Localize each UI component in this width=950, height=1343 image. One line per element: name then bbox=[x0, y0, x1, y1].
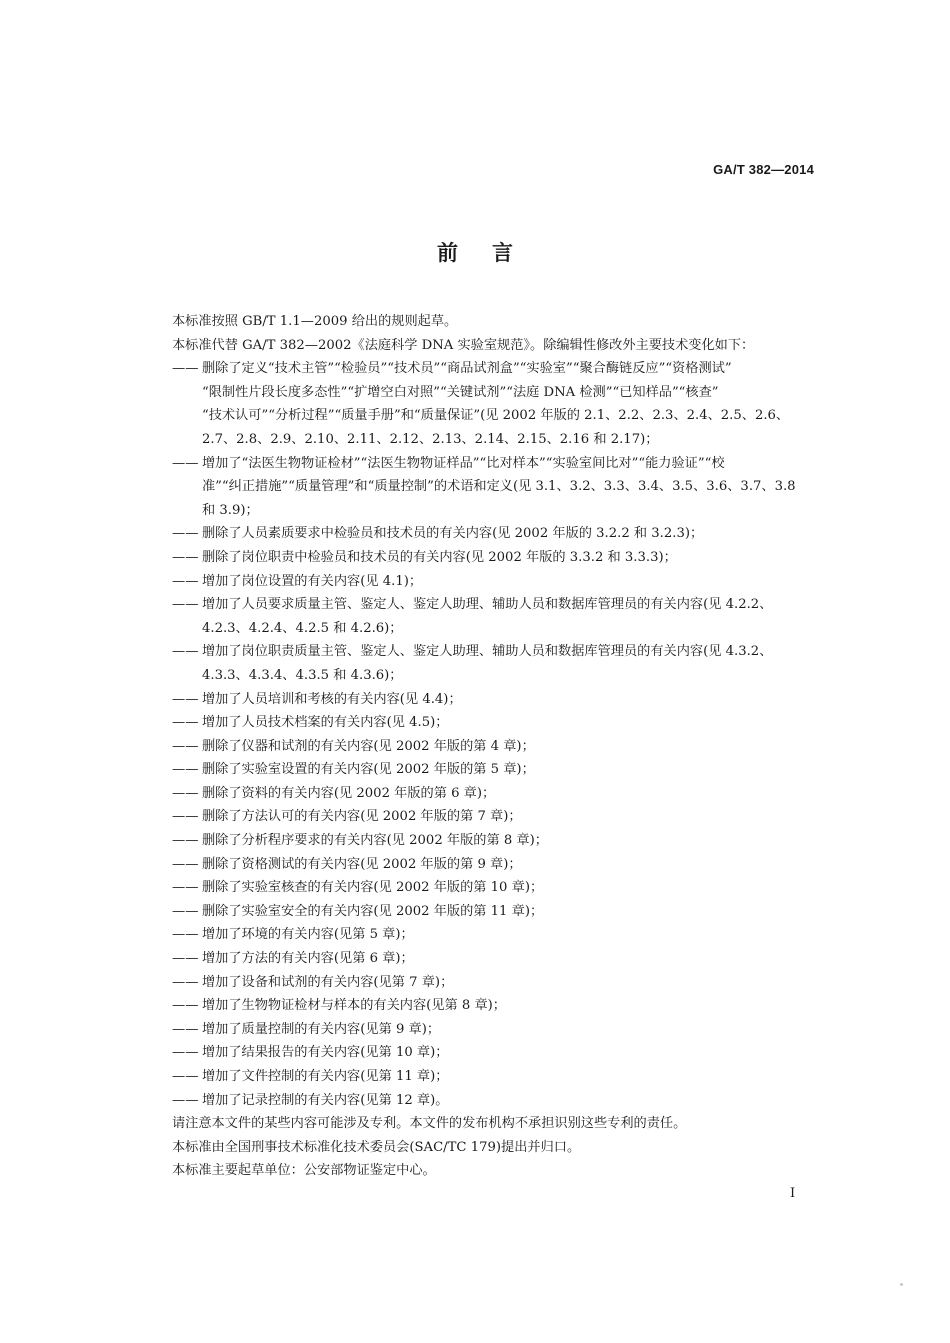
list-dash: —— bbox=[172, 644, 199, 660]
list-item-text: 删除了实验室核查的有关内容(见 2002 年版的第 10 章)； bbox=[202, 880, 544, 896]
list-dash: —— bbox=[172, 856, 199, 872]
intro-paragraphs bbox=[172, 310, 822, 357]
page-number: I bbox=[790, 1186, 796, 1201]
change-list bbox=[172, 357, 822, 1112]
scan-speck bbox=[900, 1283, 903, 1286]
document-number: GA/T 382—2014 bbox=[713, 162, 814, 177]
list-item bbox=[172, 357, 822, 451]
list-item bbox=[172, 853, 822, 877]
page-title: 前言 bbox=[437, 241, 547, 265]
list-dash: —— bbox=[172, 573, 199, 589]
list-dash: —— bbox=[172, 1021, 199, 1037]
list-item-text: 4.3.3、4.3.4、4.3.5 和 4.3.6)； bbox=[202, 667, 403, 683]
list-item-text: 和 3.9)； bbox=[202, 502, 259, 518]
list-item bbox=[172, 829, 822, 853]
list-item bbox=[172, 900, 822, 924]
list-item-text: 删除了实验室安全的有关内容(见 2002 年版的第 11 章)； bbox=[202, 903, 544, 919]
list-item-text: 增加了质量控制的有关内容(见第 9 章)； bbox=[202, 1021, 441, 1037]
list-item bbox=[172, 640, 822, 687]
list-item bbox=[172, 546, 822, 570]
list-item-text: 增加了环境的有关内容(见第 5 章)； bbox=[202, 927, 414, 943]
list-dash: —— bbox=[172, 903, 199, 919]
list-dash: —— bbox=[172, 691, 199, 707]
list-dash: —— bbox=[172, 974, 199, 990]
list-item-text: 准”“纠正措施”“质量管理”和“质量控制”的术语和定义(见 3.1、3.2、3.3、3.4、3.5、3.6、3.7、3.8 bbox=[202, 479, 796, 495]
list-dash: —— bbox=[172, 526, 199, 542]
list-item-text: 增加了岗位职责质量主管、鉴定人、鉴定人助理、辅助人员和数据库管理员的有关内容(见 4.3.2、 bbox=[202, 644, 773, 660]
list-dash: —— bbox=[172, 597, 199, 613]
foreword-body bbox=[172, 310, 822, 1183]
list-dash: —— bbox=[172, 455, 199, 471]
list-dash: —— bbox=[172, 880, 199, 896]
list-item-text: 删除了资料的有关内容(见 2002 年版的第 6 章)； bbox=[202, 785, 496, 801]
list-item-text: 增加了人员要求质量主管、鉴定人、鉴定人助理、辅助人员和数据库管理员的有关内容(见 4.2.2、 bbox=[202, 597, 773, 613]
list-item-text: “技术认可”“分析过程”“质量手册”和“质量保证”(见 2002 年版的 2.1、2.2、2.3、2.4、2.5、2.6、 bbox=[202, 408, 790, 424]
list-item-text: 4.2.3、4.2.4、4.2.5 和 4.2.6)； bbox=[202, 620, 403, 636]
list-item-text: 增加了“法医生物物证检材”“法医生物物证样品”“比对样本”“实验室间比对”“能力验证”“校 bbox=[202, 455, 725, 471]
list-item-text: 增加了文件控制的有关内容(见第 11 章)； bbox=[202, 1069, 449, 1084]
list-dash: —— bbox=[172, 951, 199, 967]
paragraph: 本标准主要起草单位：公安部物证鉴定中心。 bbox=[172, 1163, 436, 1179]
list-item bbox=[172, 994, 822, 1018]
list-item bbox=[172, 711, 822, 735]
list-item-text: 增加了结果报告的有关内容(见第 10 章)； bbox=[202, 1045, 449, 1061]
list-item-text: 增加了人员技术档案的有关内容(见 4.5)； bbox=[202, 715, 449, 731]
list-item-text: “限制性片段长度多态性”“扩增空白对照”“关键试剂”“法庭 DNA 检测”“已知样品”“核查” bbox=[202, 384, 719, 400]
list-item-text: 增加了人员培训和考核的有关内容(见 4.4)； bbox=[202, 691, 462, 707]
list-dash: —— bbox=[172, 785, 199, 801]
list-item bbox=[172, 758, 822, 782]
list-dash: —— bbox=[172, 998, 199, 1014]
list-item-text: 删除了分析程序要求的有关内容(见 2002 年版的第 8 章)； bbox=[202, 833, 548, 849]
paragraph: 本标准代替 GA/T 382—2002《法庭科学 DNA 实验室规范》。除编辑性修改外主要技术变化如下： bbox=[172, 337, 755, 353]
list-item bbox=[172, 1089, 822, 1113]
list-item-text: 删除了人员素质要求中检验员和技术员的有关内容(见 2002 年版的 3.2.2 和 3.2.3)； bbox=[202, 526, 704, 542]
paragraph: 本标准由全国刑事技术标准化技术委员会(SAC/TC 179)提出并归口。 bbox=[172, 1139, 581, 1155]
closing-paragraphs bbox=[172, 1112, 822, 1183]
list-item-text: 删除了岗位职责中检验员和技术员的有关内容(见 2002 年版的 3.3.2 和 3.3.3)； bbox=[202, 549, 677, 565]
paragraph: 请注意本文件的某些内容可能涉及专利。本文件的发布机构不承担识别这些专利的责任。 bbox=[172, 1116, 687, 1132]
list-dash: —— bbox=[172, 549, 199, 565]
list-item bbox=[172, 452, 822, 523]
list-item bbox=[172, 593, 822, 640]
paragraph: 本标准按照 GB/T 1.1—2009 给出的规则起草。 bbox=[172, 314, 458, 329]
list-dash: —— bbox=[172, 715, 199, 731]
list-item bbox=[172, 1041, 822, 1065]
list-item bbox=[172, 735, 822, 759]
list-item bbox=[172, 805, 822, 829]
list-item-text: 增加了生物物证检材与样本的有关内容(见第 8 章)； bbox=[202, 998, 506, 1014]
list-item-text: 增加了记录控制的有关内容(见第 12 章)。 bbox=[202, 1092, 449, 1108]
list-dash: —— bbox=[172, 1069, 199, 1084]
list-dash: —— bbox=[172, 809, 199, 825]
list-item bbox=[172, 923, 822, 947]
list-item bbox=[172, 1065, 822, 1089]
list-dash: —— bbox=[172, 1092, 199, 1108]
list-dash: —— bbox=[172, 762, 199, 778]
list-item-text: 删除了仪器和试剂的有关内容(见 2002 年版的第 4 章)； bbox=[202, 738, 535, 754]
list-item-text: 删除了定义“技术主管”“检验员”“技术员”“商品试剂盒”“实验室”“聚合酶链反应”“资格测试” bbox=[202, 361, 732, 377]
list-item-text: 删除了方法认可的有关内容(见 2002 年版的第 7 章)； bbox=[202, 809, 522, 825]
list-dash: —— bbox=[172, 738, 199, 754]
list-dash: —— bbox=[172, 927, 199, 943]
list-dash: —— bbox=[172, 361, 199, 377]
list-item-text: 增加了设备和试剂的有关内容(见第 7 章)； bbox=[202, 974, 454, 990]
list-item-text: 增加了岗位设置的有关内容(见 4.1)； bbox=[202, 573, 423, 589]
list-item bbox=[172, 522, 822, 546]
list-item-text: 删除了实验室设置的有关内容(见 2002 年版的第 5 章)； bbox=[202, 762, 535, 778]
list-item bbox=[172, 876, 822, 900]
list-dash: —— bbox=[172, 833, 199, 849]
list-item bbox=[172, 947, 822, 971]
list-item bbox=[172, 688, 822, 712]
list-item-text: 删除了资格测试的有关内容(见 2002 年版的第 9 章)； bbox=[202, 856, 522, 872]
list-item bbox=[172, 971, 822, 995]
list-item bbox=[172, 1018, 822, 1042]
list-item-text: 增加了方法的有关内容(见第 6 章)； bbox=[202, 951, 414, 967]
list-dash: —— bbox=[172, 1045, 199, 1061]
list-item bbox=[172, 782, 822, 806]
list-item bbox=[172, 570, 822, 594]
list-item-text: 2.7、2.8、2.9、2.10、2.11、2.12、2.13、2.14、2.15、2.16 和 2.17)； bbox=[202, 431, 659, 447]
